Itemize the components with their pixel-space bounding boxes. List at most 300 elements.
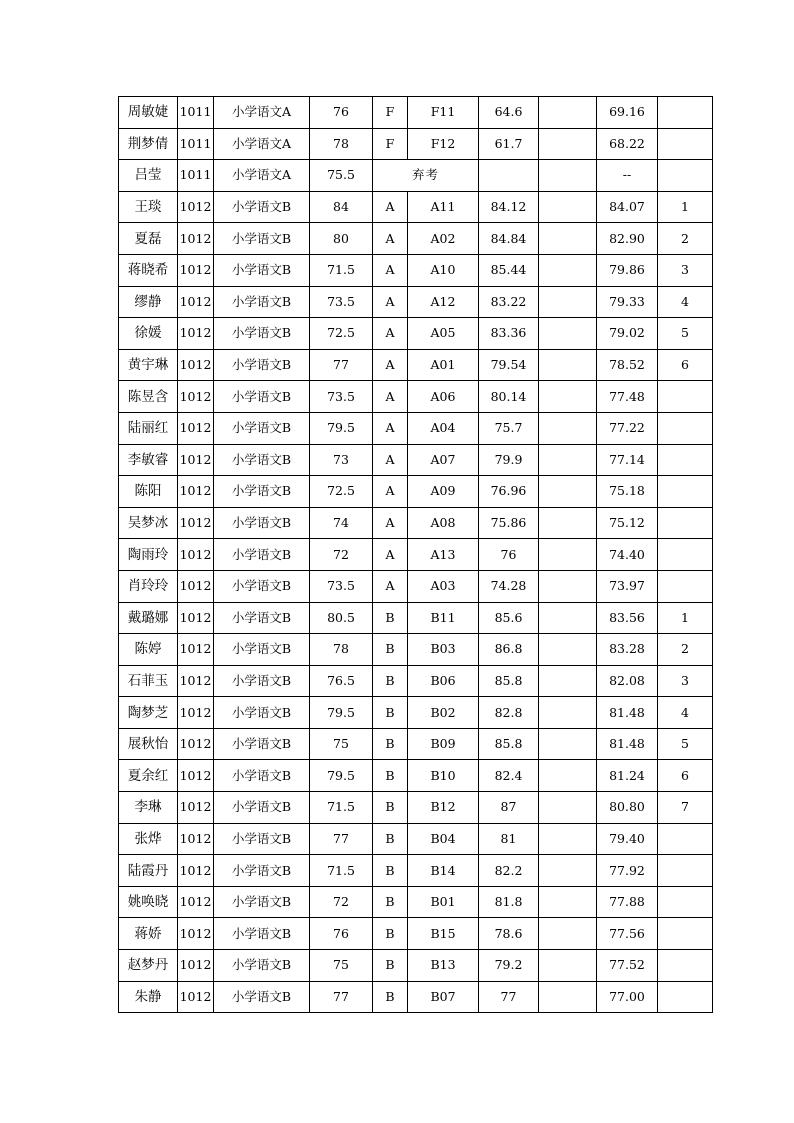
draw-number-cell: B10	[408, 760, 479, 792]
subject-cell: 小学语文A	[214, 160, 310, 192]
total-score-cell: 80.80	[597, 792, 658, 824]
position-code-cell: 1012	[178, 886, 214, 918]
subject-cell: 小学语文B	[214, 823, 310, 855]
rank-cell: 3	[658, 254, 713, 286]
name-cell: 陈阳	[119, 476, 178, 508]
interview-score-cell: 85.8	[479, 728, 539, 760]
name-cell: 李琳	[119, 792, 178, 824]
position-code-cell: 1012	[178, 286, 214, 318]
table-row	[119, 254, 713, 286]
interview-score-cell: 84.12	[479, 191, 539, 223]
rank-cell: 5	[658, 728, 713, 760]
interview-group-cell: A	[373, 286, 408, 318]
interview-score-cell: 76.96	[479, 476, 539, 508]
subject-cell: 小学语文B	[214, 570, 310, 602]
draw-number-cell: A03	[408, 570, 479, 602]
subject-cell: 小学语文B	[214, 286, 310, 318]
draw-number-cell: B07	[408, 981, 479, 1013]
name-cell: 缪静	[119, 286, 178, 318]
blank-cell	[539, 697, 597, 729]
table-row	[119, 855, 713, 887]
name-cell: 戴璐娜	[119, 602, 178, 634]
position-code-cell: 1012	[178, 223, 214, 255]
blank-cell	[539, 728, 597, 760]
rank-cell	[658, 918, 713, 950]
name-cell: 周敏婕	[119, 97, 178, 129]
interview-score-cell: 82.8	[479, 697, 539, 729]
total-score-cell: 68.22	[597, 128, 658, 160]
draw-number-cell: B01	[408, 886, 479, 918]
table-row	[119, 981, 713, 1013]
blank-cell	[539, 634, 597, 666]
table-row	[119, 697, 713, 729]
total-score-cell: 69.16	[597, 97, 658, 129]
subject-cell: 小学语文B	[214, 886, 310, 918]
blank-cell	[539, 97, 597, 129]
interview-score-cell: 83.22	[479, 286, 539, 318]
name-cell: 蒋娇	[119, 918, 178, 950]
interview-score-cell: 85.6	[479, 602, 539, 634]
draw-number-cell: B12	[408, 792, 479, 824]
rank-cell: 4	[658, 697, 713, 729]
position-code-cell: 1012	[178, 381, 214, 413]
total-score-cell: 81.48	[597, 697, 658, 729]
interview-score-cell: 75.86	[479, 507, 539, 539]
subject-cell: 小学语文B	[214, 381, 310, 413]
table-row	[119, 97, 713, 129]
draw-number-cell: A11	[408, 191, 479, 223]
table-row	[119, 476, 713, 508]
position-code-cell: 1012	[178, 570, 214, 602]
name-cell: 荆梦倩	[119, 128, 178, 160]
interview-score-cell: 81	[479, 823, 539, 855]
name-cell: 李敏睿	[119, 444, 178, 476]
subject-cell: 小学语文B	[214, 697, 310, 729]
blank-cell	[539, 823, 597, 855]
interview-group-cell: B	[373, 665, 408, 697]
interview-score-cell: 80.14	[479, 381, 539, 413]
total-score-cell: 77.56	[597, 918, 658, 950]
name-cell: 吕莹	[119, 160, 178, 192]
draw-number-cell: B11	[408, 602, 479, 634]
name-cell: 陈昱含	[119, 381, 178, 413]
table-row	[119, 349, 713, 381]
written-score-cell: 80	[310, 223, 373, 255]
interview-group-cell: F	[373, 128, 408, 160]
subject-cell: 小学语文B	[214, 223, 310, 255]
interview-score-cell: 81.8	[479, 886, 539, 918]
written-score-cell: 75.5	[310, 160, 373, 192]
name-cell: 肖玲玲	[119, 570, 178, 602]
position-code-cell: 1012	[178, 918, 214, 950]
rank-cell	[658, 444, 713, 476]
total-score-cell: 82.90	[597, 223, 658, 255]
name-cell: 蒋晓希	[119, 254, 178, 286]
subject-cell: 小学语文B	[214, 444, 310, 476]
interview-group-cell: B	[373, 697, 408, 729]
name-cell: 夏磊	[119, 223, 178, 255]
interview-score-cell	[479, 160, 539, 192]
rank-cell	[658, 476, 713, 508]
table-row	[119, 950, 713, 982]
rank-cell: 6	[658, 349, 713, 381]
written-score-cell: 78	[310, 128, 373, 160]
draw-number-cell: A12	[408, 286, 479, 318]
draw-number-cell: A07	[408, 444, 479, 476]
subject-cell: 小学语文B	[214, 602, 310, 634]
total-score-cell: 82.08	[597, 665, 658, 697]
written-score-cell: 71.5	[310, 254, 373, 286]
table-row	[119, 191, 713, 223]
table-row	[119, 160, 713, 192]
draw-number-cell: A05	[408, 318, 479, 350]
interview-score-cell: 76	[479, 539, 539, 571]
interview-group-cell: A	[373, 223, 408, 255]
written-score-cell: 76	[310, 918, 373, 950]
total-score-cell: 74.40	[597, 539, 658, 571]
position-code-cell: 1011	[178, 128, 214, 160]
total-score-cell: 81.48	[597, 728, 658, 760]
written-score-cell: 73	[310, 444, 373, 476]
total-score-cell: 77.52	[597, 950, 658, 982]
written-score-cell: 79.5	[310, 760, 373, 792]
name-cell: 陆霞丹	[119, 855, 178, 887]
blank-cell	[539, 286, 597, 318]
interview-group-cell: A	[373, 444, 408, 476]
subject-cell: 小学语文B	[214, 634, 310, 666]
total-score-cell: 77.14	[597, 444, 658, 476]
subject-cell: 小学语文B	[214, 476, 310, 508]
total-score-cell: 75.18	[597, 476, 658, 508]
rank-cell: 5	[658, 318, 713, 350]
interview-group-cell: A	[373, 507, 408, 539]
total-score-cell: 77.48	[597, 381, 658, 413]
position-code-cell: 1012	[178, 539, 214, 571]
written-score-cell: 72.5	[310, 476, 373, 508]
table-row	[119, 507, 713, 539]
name-cell: 徐媛	[119, 318, 178, 350]
draw-number-cell: B02	[408, 697, 479, 729]
interview-group-cell: A	[373, 254, 408, 286]
position-code-cell: 1012	[178, 728, 214, 760]
blank-cell	[539, 570, 597, 602]
rank-cell	[658, 950, 713, 982]
table-row	[119, 381, 713, 413]
name-cell: 张烨	[119, 823, 178, 855]
blank-cell	[539, 412, 597, 444]
name-cell: 姚唤晓	[119, 886, 178, 918]
written-score-cell: 77	[310, 823, 373, 855]
interview-score-cell: 87	[479, 792, 539, 824]
interview-group-cell: B	[373, 728, 408, 760]
name-cell: 赵梦丹	[119, 950, 178, 982]
position-code-cell: 1012	[178, 507, 214, 539]
blank-cell	[539, 886, 597, 918]
subject-cell: 小学语文B	[214, 760, 310, 792]
total-score-cell: --	[597, 160, 658, 192]
draw-number-cell: B09	[408, 728, 479, 760]
total-score-cell: 83.56	[597, 602, 658, 634]
written-score-cell: 78	[310, 634, 373, 666]
interview-group-cell: A	[373, 318, 408, 350]
subject-cell: 小学语文B	[214, 191, 310, 223]
table-row	[119, 760, 713, 792]
written-score-cell: 73.5	[310, 570, 373, 602]
subject-cell: 小学语文B	[214, 950, 310, 982]
rank-cell: 6	[658, 760, 713, 792]
interview-score-cell: 79.2	[479, 950, 539, 982]
interview-group-cell: B	[373, 855, 408, 887]
position-code-cell: 1012	[178, 855, 214, 887]
position-code-cell: 1012	[178, 476, 214, 508]
draw-number-cell: A08	[408, 507, 479, 539]
blank-cell	[539, 507, 597, 539]
subject-cell: 小学语文B	[214, 349, 310, 381]
subject-cell: 小学语文B	[214, 855, 310, 887]
draw-number-cell: B04	[408, 823, 479, 855]
rank-cell: 4	[658, 286, 713, 318]
position-code-cell: 1012	[178, 602, 214, 634]
name-cell: 陶梦芝	[119, 697, 178, 729]
position-code-cell: 1012	[178, 318, 214, 350]
rank-cell	[658, 128, 713, 160]
total-score-cell: 73.97	[597, 570, 658, 602]
interview-group-cell: A	[373, 412, 408, 444]
written-score-cell: 76.5	[310, 665, 373, 697]
table-row	[119, 570, 713, 602]
table-row	[119, 444, 713, 476]
blank-cell	[539, 349, 597, 381]
blank-cell	[539, 918, 597, 950]
position-code-cell: 1012	[178, 349, 214, 381]
table-row	[119, 728, 713, 760]
total-score-cell: 84.07	[597, 191, 658, 223]
interview-score-cell: 61.7	[479, 128, 539, 160]
interview-score-cell: 82.4	[479, 760, 539, 792]
rank-cell: 2	[658, 223, 713, 255]
blank-cell	[539, 223, 597, 255]
rank-cell: 2	[658, 634, 713, 666]
blank-cell	[539, 539, 597, 571]
interview-score-cell: 86.8	[479, 634, 539, 666]
interview-group-cell: A	[373, 191, 408, 223]
subject-cell: 小学语文B	[214, 665, 310, 697]
position-code-cell: 1012	[178, 697, 214, 729]
rank-cell: 1	[658, 602, 713, 634]
blank-cell	[539, 665, 597, 697]
written-score-cell: 71.5	[310, 792, 373, 824]
interview-group-cell: B	[373, 886, 408, 918]
written-score-cell: 73.5	[310, 286, 373, 318]
rank-cell	[658, 570, 713, 602]
subject-cell: 小学语文B	[214, 728, 310, 760]
score-table-body	[119, 97, 713, 1013]
draw-number-cell: A13	[408, 539, 479, 571]
rank-cell	[658, 981, 713, 1013]
blank-cell	[539, 318, 597, 350]
draw-number-cell: B13	[408, 950, 479, 982]
draw-number-cell: A09	[408, 476, 479, 508]
position-code-cell: 1012	[178, 191, 214, 223]
blank-cell	[539, 254, 597, 286]
name-cell: 黄宇琳	[119, 349, 178, 381]
table-row	[119, 128, 713, 160]
total-score-cell: 77.22	[597, 412, 658, 444]
total-score-cell: 77.88	[597, 886, 658, 918]
position-code-cell: 1012	[178, 444, 214, 476]
position-code-cell: 1012	[178, 950, 214, 982]
rank-cell	[658, 886, 713, 918]
written-score-cell: 80.5	[310, 602, 373, 634]
total-score-cell: 79.40	[597, 823, 658, 855]
rank-cell: 7	[658, 792, 713, 824]
position-code-cell: 1011	[178, 97, 214, 129]
total-score-cell: 83.28	[597, 634, 658, 666]
table-row	[119, 412, 713, 444]
position-code-cell: 1012	[178, 981, 214, 1013]
blank-cell	[539, 381, 597, 413]
name-cell: 陶雨玲	[119, 539, 178, 571]
table-row	[119, 223, 713, 255]
written-score-cell: 72	[310, 886, 373, 918]
total-score-cell: 81.24	[597, 760, 658, 792]
blank-cell	[539, 191, 597, 223]
table-row	[119, 823, 713, 855]
written-score-cell: 79.5	[310, 412, 373, 444]
written-score-cell: 76	[310, 97, 373, 129]
draw-number-cell: A06	[408, 381, 479, 413]
interview-score-cell: 74.28	[479, 570, 539, 602]
interview-group-cell: B	[373, 950, 408, 982]
interview-score-cell: 79.9	[479, 444, 539, 476]
blank-cell	[539, 760, 597, 792]
total-score-cell: 79.86	[597, 254, 658, 286]
name-cell: 石菲玉	[119, 665, 178, 697]
abandon-status-cell: 弃考	[373, 160, 479, 192]
written-score-cell: 74	[310, 507, 373, 539]
interview-group-cell: B	[373, 634, 408, 666]
rank-cell: 1	[658, 191, 713, 223]
blank-cell	[539, 128, 597, 160]
written-score-cell: 77	[310, 349, 373, 381]
name-cell: 吴梦冰	[119, 507, 178, 539]
blank-cell	[539, 476, 597, 508]
table-row	[119, 318, 713, 350]
total-score-cell: 77.92	[597, 855, 658, 887]
name-cell: 夏余红	[119, 760, 178, 792]
interview-score-cell: 75.7	[479, 412, 539, 444]
interview-group-cell: B	[373, 918, 408, 950]
table-row	[119, 634, 713, 666]
position-code-cell: 1012	[178, 634, 214, 666]
position-code-cell: 1012	[178, 665, 214, 697]
position-code-cell: 1012	[178, 254, 214, 286]
position-code-cell: 1011	[178, 160, 214, 192]
name-cell: 王琰	[119, 191, 178, 223]
draw-number-cell: A10	[408, 254, 479, 286]
subject-cell: 小学语文B	[214, 981, 310, 1013]
draw-number-cell: B15	[408, 918, 479, 950]
interview-group-cell: B	[373, 981, 408, 1013]
interview-group-cell: A	[373, 349, 408, 381]
total-score-cell: 79.02	[597, 318, 658, 350]
draw-number-cell: A01	[408, 349, 479, 381]
written-score-cell: 75	[310, 728, 373, 760]
rank-cell	[658, 539, 713, 571]
blank-cell	[539, 950, 597, 982]
draw-number-cell: F11	[408, 97, 479, 129]
interview-group-cell: A	[373, 381, 408, 413]
written-score-cell: 75	[310, 950, 373, 982]
table-row	[119, 602, 713, 634]
interview-score-cell: 82.2	[479, 855, 539, 887]
written-score-cell: 72.5	[310, 318, 373, 350]
interview-group-cell: B	[373, 602, 408, 634]
rank-cell: 3	[658, 665, 713, 697]
draw-number-cell: A02	[408, 223, 479, 255]
interview-score-cell: 84.84	[479, 223, 539, 255]
interview-group-cell: A	[373, 476, 408, 508]
draw-number-cell: B14	[408, 855, 479, 887]
interview-score-cell: 83.36	[479, 318, 539, 350]
subject-cell: 小学语文B	[214, 412, 310, 444]
total-score-cell: 79.33	[597, 286, 658, 318]
position-code-cell: 1012	[178, 760, 214, 792]
interview-group-cell: B	[373, 760, 408, 792]
blank-cell	[539, 855, 597, 887]
interview-score-cell: 79.54	[479, 349, 539, 381]
table-row	[119, 918, 713, 950]
interview-score-cell: 64.6	[479, 97, 539, 129]
subject-cell: 小学语文B	[214, 507, 310, 539]
written-score-cell: 84	[310, 191, 373, 223]
subject-cell: 小学语文B	[214, 318, 310, 350]
written-score-cell: 72	[310, 539, 373, 571]
total-score-cell: 77.00	[597, 981, 658, 1013]
subject-cell: 小学语文B	[214, 539, 310, 571]
written-score-cell: 73.5	[310, 381, 373, 413]
rank-cell	[658, 823, 713, 855]
score-table	[118, 96, 713, 1013]
blank-cell	[539, 792, 597, 824]
table-row	[119, 286, 713, 318]
total-score-cell: 75.12	[597, 507, 658, 539]
position-code-cell: 1012	[178, 792, 214, 824]
table-row	[119, 792, 713, 824]
interview-score-cell: 78.6	[479, 918, 539, 950]
written-score-cell: 71.5	[310, 855, 373, 887]
name-cell: 陆丽红	[119, 412, 178, 444]
subject-cell: 小学语文B	[214, 792, 310, 824]
subject-cell: 小学语文B	[214, 254, 310, 286]
rank-cell	[658, 412, 713, 444]
rank-cell	[658, 381, 713, 413]
position-code-cell: 1012	[178, 823, 214, 855]
rank-cell	[658, 855, 713, 887]
table-row	[119, 886, 713, 918]
blank-cell	[539, 602, 597, 634]
rank-cell	[658, 97, 713, 129]
interview-group-cell: A	[373, 570, 408, 602]
interview-score-cell: 85.8	[479, 665, 539, 697]
rank-cell	[658, 507, 713, 539]
draw-number-cell: F12	[408, 128, 479, 160]
blank-cell	[539, 160, 597, 192]
interview-group-cell: A	[373, 539, 408, 571]
name-cell: 朱静	[119, 981, 178, 1013]
interview-group-cell: B	[373, 823, 408, 855]
table-row	[119, 665, 713, 697]
